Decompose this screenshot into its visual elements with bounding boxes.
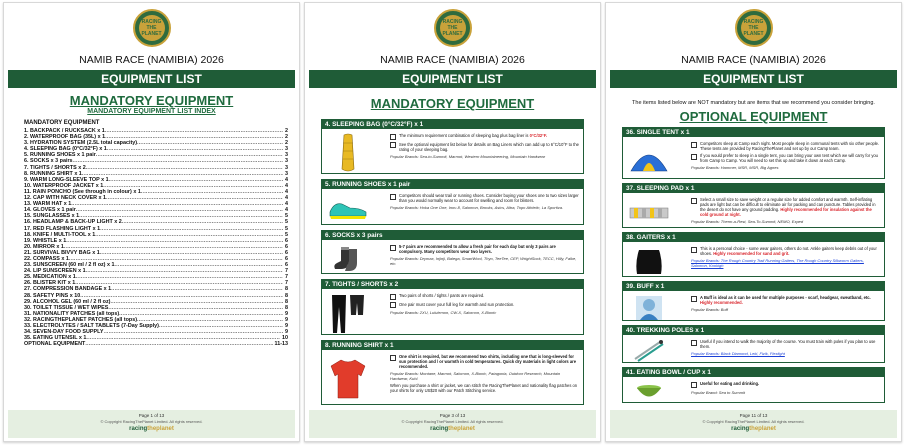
- race-title: NAMIB RACE (NAMIBIA) 2026: [681, 54, 826, 66]
- index-item-page: 5: [285, 213, 288, 220]
- page-number: Page 11 of 13: [739, 413, 768, 418]
- bullet: [691, 381, 880, 388]
- index-item-label: 24. LIP SUNSCREEN x 1: [24, 268, 86, 275]
- index-item-page: 6: [285, 243, 288, 250]
- index-item-label: 9. WARM LONG-SLEEVE TOP x 1: [24, 176, 109, 183]
- bullet-text: See the optional equipment list below for details on Bag Liners which can add up to 6°C/10°F to the rating of your sleeping bag.: [399, 141, 579, 152]
- checkbox[interactable]: [390, 294, 396, 300]
- footer-brand-b: theplanet: [749, 426, 776, 432]
- popular-brands: Popular Brands: 2XU, Lululemon, CW-X, Salomon, X-Bionic: [390, 310, 497, 315]
- index-item-label: 17. RED FLASHING LIGHT x 1: [24, 225, 101, 232]
- index-item-label: 29. ALCOHOL GEL (60 ml / 2 fl oz): [24, 298, 111, 305]
- bullet: [390, 193, 579, 203]
- footer-brand-b: theplanet: [448, 426, 475, 432]
- section-trekking-poles: [622, 325, 885, 363]
- bullet: [390, 142, 579, 152]
- optional-heading: OPTIONAL EQUIPMENT: [679, 109, 828, 124]
- footer-logo: [610, 426, 897, 432]
- bullet: [691, 339, 880, 349]
- bullet: [390, 354, 579, 369]
- bullet: [691, 197, 880, 217]
- index-item-label: 19. WHISTLE x 1: [24, 237, 67, 244]
- section-title: 39. BUFF x 1: [623, 282, 884, 291]
- index-dots: [85, 341, 272, 347]
- bullet-text: 5-7 pairs are recommended to allow a fresh pair for each day but only 3 pairs are compulsory. Many competitors wear two layers.: [399, 244, 556, 254]
- bullet: [691, 246, 880, 256]
- index-item-page: 2: [285, 134, 288, 141]
- patch-note: [390, 383, 579, 393]
- section-single-tent: [622, 127, 885, 179]
- section-running-shirt: [321, 340, 584, 405]
- sleeping-pad-icon: [627, 196, 671, 229]
- section-title: 36. SINGLE TENT x 1: [623, 128, 884, 137]
- index-item-label: 8. RUNNING SHIRT x 1: [24, 170, 82, 177]
- popular-brands: Popular Brands: Hoka One One, Inov-8, Salomon, Brooks, Asics, Altra, Topo Athletic, La Sportiva.: [390, 205, 564, 210]
- section-tights-shorts: [321, 279, 584, 335]
- copyright: © Copyright RacingThePlanet Limited. All rights reserved.: [401, 419, 504, 424]
- checkbox[interactable]: [691, 382, 697, 388]
- index-item-label: 31. NATIONALITY PATCHES (all tops): [24, 310, 120, 317]
- tights-icon: [326, 292, 370, 336]
- index-item-page: 8: [285, 286, 288, 293]
- index-item-page: 3: [285, 152, 288, 159]
- popular-brands: Popular Brand: Sea to Summit: [691, 389, 746, 395]
- popular-brands: Popular Brands: Montane, Marmot, Salomon, X-Bionic, Patagonia, Outdoor Research, Mountain Hardwear, Kuhl.: [390, 371, 561, 381]
- index-item-page: 4: [285, 176, 288, 183]
- bullet-text: One pair must cover your full leg for warmth and sun protection.: [399, 301, 515, 307]
- bullet-text: Two pairs of shorts / tights / pants are required.: [399, 293, 485, 298]
- footer-brand-a: racing: [731, 426, 750, 432]
- index-item-label: 21. SURVIVAL BIVVY BAG x 1: [24, 249, 100, 256]
- index-item-page: 6: [285, 262, 288, 269]
- eating-bowl-icon: [627, 380, 671, 404]
- index-item-label: 6. SOCKS x 3 pairs: [24, 158, 73, 165]
- footer-brand-a: racing: [430, 426, 449, 432]
- bullet-text: Useful if you intend to walk the majority of the course. You must train with poles if you plan to use them.: [700, 339, 876, 349]
- index-item-page: 6: [285, 237, 288, 244]
- index-item-label: 11. RAIN PONCHO (See through in colour) x 1: [24, 188, 141, 195]
- checkbox[interactable]: [691, 142, 697, 148]
- index-item-page: 9: [285, 310, 288, 317]
- buff-icon: [627, 294, 671, 322]
- index-item-page: 6: [285, 249, 288, 256]
- logo-text: RACING THE PLANET: [440, 15, 466, 41]
- index-item-page: 3: [285, 158, 288, 165]
- index-item-label: 4. SLEEPING BAG (0°C/32°F) x 1: [24, 146, 107, 153]
- popular-brands: Popular Brands: Sea-to-Summit, Marmot, Western Mountaineering, Mountain Hardwear: [390, 153, 546, 159]
- section-title: 38. GAITERS x 1: [623, 233, 884, 242]
- index-item-page: 4: [285, 207, 288, 214]
- mandatory-heading: MANDATORY EQUIPMENT: [69, 93, 234, 108]
- equipment-list-banner: EQUIPMENT LIST: [610, 70, 897, 88]
- index-item-page: 9: [285, 316, 288, 323]
- index-item-label: 30. TOILET TISSUE / WET WIPES: [24, 304, 109, 311]
- index-item-page: 8: [285, 304, 288, 311]
- index-heading: MANDATORY EQUIPMENT: [24, 120, 100, 126]
- bullet-highlight: Highly recommended for sand and grit.: [713, 251, 790, 256]
- index-item-label: 1. BACKPACK / RUCKSACK x 1: [24, 128, 105, 134]
- bullet-text: Competitors sleep at Camp each night. Most people sleep in communal tents with six other people. These tents are provided by RacingThePlanet and set up by our Camp team.: [700, 141, 880, 151]
- page-number: Page 1 of 13: [138, 413, 165, 418]
- index-item-page: 8: [285, 292, 288, 299]
- index-item-page: 2: [285, 140, 288, 147]
- index-item-page: 4: [285, 182, 288, 189]
- logo-text: RACING THE PLANET: [741, 15, 767, 41]
- index-item-page: 7: [285, 280, 288, 287]
- checkbox[interactable]: [691, 247, 697, 253]
- index-item-label: 18. KNIFE / MULTI-TOOL x 1: [24, 231, 96, 238]
- bullet-highlight: 0°C/32°F.: [529, 133, 548, 138]
- race-logo: [434, 9, 472, 47]
- bullet: [390, 302, 579, 309]
- equipment-list-banner: EQUIPMENT LIST: [309, 70, 596, 88]
- footer-logo: [309, 426, 596, 432]
- index-item-label: 25. MEDICATION x 1: [24, 274, 76, 281]
- index-item-page: 3: [285, 164, 288, 171]
- footer-logo: [8, 426, 295, 432]
- page-footer: [610, 410, 897, 438]
- index-item-page: 7: [285, 268, 288, 275]
- logo-text: RACING THE PLANET: [139, 15, 165, 41]
- bullet: [691, 153, 880, 163]
- index-item-label: 33. ELECTROLYTES / SALT TABLETS (7-Day Supply): [24, 323, 159, 329]
- bullet: [691, 295, 880, 305]
- page-footer: [8, 410, 295, 438]
- bullet-text: A Buff is ideal as it can be used for multiple purposes - scarf, headgear, sweatband, etc.: [700, 295, 871, 300]
- index-item-label: 15. SUNGLASSES x 1: [24, 213, 80, 220]
- index-item-label: 27. COMPRESSION BANDAGE x 1: [24, 286, 112, 293]
- index-row[interactable]: [24, 341, 288, 347]
- section-title: 6. SOCKS x 3 pairs: [322, 231, 583, 240]
- page-optional-equipment: [605, 2, 902, 442]
- section-sleeping-pad: [622, 183, 885, 228]
- checkbox[interactable]: [691, 296, 697, 302]
- index-item-page: 10: [282, 335, 288, 342]
- index-item-page: 5: [285, 225, 288, 232]
- index-item-page: 5: [285, 219, 288, 226]
- index-item-page: 9: [285, 329, 288, 336]
- sleeping-bag-icon: [326, 132, 370, 174]
- race-logo: [735, 9, 773, 47]
- section-title: 40. TREKKING POLES x 1: [623, 326, 884, 335]
- race-title: NAMIB RACE (NAMIBIA) 2026: [380, 54, 525, 66]
- bullet-text: This is a personal choice - some wear gaiters, others do not. Ankle gaiters keep debris out of your shoes.: [700, 246, 877, 256]
- section-running-shoes: [321, 179, 584, 225]
- index-item-label: 16. HEADLAMP & BACK-UP LIGHT x 2: [24, 219, 122, 226]
- bullet: [390, 293, 579, 300]
- index-item-label: 26. BLISTER KIT x 1: [24, 280, 76, 287]
- section-socks: [321, 230, 584, 274]
- socks-icon: [326, 243, 370, 275]
- index-item-label: OPTIONAL EQUIPMENT: [24, 341, 86, 348]
- index-item-label: 22. COMPASS x 1: [24, 255, 69, 262]
- page-number: Page 3 of 13: [439, 413, 466, 418]
- checkbox[interactable]: [390, 194, 396, 200]
- popular-brands[interactable]: Popular Brands: Black Diamond, Leki, Fizik, Flexlight: [691, 351, 785, 356]
- checkbox[interactable]: [691, 340, 697, 346]
- bullet-highlight: Highly recommended.: [700, 300, 743, 305]
- index-item-page: 4: [285, 195, 288, 202]
- index-item-label: 2. WATERPROOF BAG (35L) x 1: [24, 134, 106, 141]
- section-title: 41. EATING BOWL / CUP x 1: [623, 368, 884, 377]
- page-footer: [309, 410, 596, 438]
- index-subheading: MANDATORY EQUIPMENT LIST INDEX: [87, 108, 216, 115]
- section-buff: [622, 281, 885, 321]
- bullet: [390, 133, 579, 140]
- index-item-page: 2: [285, 128, 288, 134]
- index-item-label: 10. WATERPROOF JACKET x 1: [24, 182, 104, 189]
- index-item-page: 6: [285, 255, 288, 262]
- checkbox[interactable]: [691, 198, 697, 204]
- trekking-poles-icon: [627, 338, 671, 364]
- checkbox[interactable]: [390, 355, 396, 361]
- popular-brands: Popular Brands: Buff: [691, 307, 728, 312]
- section-title: 4. SLEEPING BAG (0°C/32°F) x 1: [322, 120, 583, 129]
- footer-brand-a: racing: [129, 426, 148, 432]
- checkbox[interactable]: [390, 302, 396, 308]
- index-item-label: 5. RUNNING SHOES x 1 pair: [24, 152, 96, 159]
- section-title: 8. RUNNING SHIRT x 1: [322, 341, 583, 350]
- bullet-text: Useful for eating and drinking.: [700, 381, 760, 386]
- checkbox[interactable]: [691, 154, 697, 160]
- index-item-label: 28. SAFETY PINS x 10: [24, 292, 81, 299]
- gaiters-icon: [627, 245, 671, 278]
- index-item-label: 32. RACINGTHEPLANET PATCHES (all tops): [24, 316, 138, 323]
- index-item-page: 9: [285, 323, 288, 329]
- running-shirt-icon: [326, 353, 370, 405]
- tent-icon: [627, 140, 671, 178]
- bullet-text: If you would prefer to sleep in a single tent, you can bring your own tent which we will carry for you from Camp to Camp. You will need to set this up and take it down at each Camp.: [700, 153, 878, 163]
- index-item-page: 8: [285, 298, 288, 305]
- equipment-index-list: [24, 128, 288, 347]
- copyright: © Copyright RacingThePlanet Limited. All rights reserved.: [702, 419, 805, 424]
- popular-brands: Popular Brands: Hammer, MSR, MSR, Big Agnes: [691, 165, 779, 170]
- section-title: 37. SLEEPING PAD x 1: [623, 184, 884, 193]
- index-item-page: 4: [285, 201, 288, 208]
- running-shoe-icon: [326, 192, 370, 226]
- index-item-page: 3: [285, 146, 288, 153]
- bullet-text: Competitors should wear trail or running shoes. Consider buying your shoes one to two sizes larger than you would normally wear to account for swelling and room for blisters.: [399, 193, 579, 203]
- checkbox[interactable]: [390, 134, 396, 140]
- index-item-page: 11-13: [274, 341, 288, 348]
- index-item-label: 12. CAP WITH NECK COVER x 1: [24, 195, 106, 202]
- equipment-list-banner: EQUIPMENT LIST: [8, 70, 295, 88]
- index-item-label: 20. MIRROR x 1: [24, 243, 64, 250]
- index-item-page: 7: [285, 274, 288, 281]
- bullet-text: One shirt is required, but we recommend two shirts, including one that is long-sleeved for sun protection and / or warmth in cold temperatures. Quick dry materials in light colors are recommended.: [399, 354, 576, 369]
- race-logo: [133, 9, 171, 47]
- optional-intro: The items listed below are NOT mandatory but are items that we recommend you consider bringing.: [632, 100, 875, 106]
- index-item-label: 14. GLOVES x 1 pair: [24, 207, 76, 214]
- popular-brands[interactable]: Popular Brands: The Rough Country Trail Running Gaiters, The Rough Country Silkworm Gaiters, Salomon, Kookigh: [691, 258, 864, 268]
- bullet: [691, 141, 880, 151]
- bullet: [390, 244, 579, 254]
- index-item-label: 3. HYDRATION SYSTEM (2.5L total capacity): [24, 140, 138, 147]
- checkbox[interactable]: [390, 245, 396, 251]
- section-sleeping-bag: [321, 119, 584, 174]
- index-item-page: 3: [285, 170, 288, 177]
- index-item-label: 7. TIGHTS / SHORTS x 2: [24, 164, 86, 171]
- index-item-label: 13. WARM HAT x 1: [24, 201, 72, 208]
- page-mandatory-details: [304, 2, 601, 442]
- index-item-label: 34. SEVEN-DAY FOOD SUPPLY: [24, 329, 104, 336]
- popular-brands: Popular Brands: Therm-a-Rest, Sea-To-Summit, NEMO, Exped: [691, 219, 804, 224]
- mandatory-heading: MANDATORY EQUIPMENT: [370, 96, 535, 111]
- page-mandatory-index: [3, 2, 300, 442]
- popular-brands: Popular Brands: Drymax, Injinji, Balega, SmartWool, Thyo, TeeTee, CEP, WrightSock, TECC, Hilly, Falke, etc.: [390, 256, 577, 266]
- index-item-page: 5: [285, 231, 288, 238]
- race-title: NAMIB RACE (NAMIBIA) 2026: [79, 54, 224, 66]
- index-item-label: 23. SUNSCREEN (60 ml / 2 fl oz) x 1: [24, 262, 115, 269]
- checkbox[interactable]: [390, 142, 396, 148]
- index-item-page: 4: [285, 188, 288, 195]
- section-gaiters: [622, 232, 885, 277]
- copyright: © Copyright RacingThePlanet Limited. All rights reserved.: [100, 419, 203, 424]
- bullet-text: Select a small size to save weight or a regular size for added comfort and warmth. Self-inflating pads are light but can be difficult to eliminate air for packing and can puncture. Tables provided in the desert do not have any ground padding.: [700, 197, 876, 212]
- section-title: 5. RUNNING SHOES x 1 pair: [322, 180, 583, 189]
- index-item-label: 35. EATING UTENSIL x 1: [24, 335, 87, 342]
- section-eating-bowl: [622, 367, 885, 403]
- bullet-highlight: Highly recommended for insulation against the cold ground at night.: [700, 207, 872, 217]
- note-text: When you purchase a shirt or jacket, we can stitch the RacingThePlanet and nationality flag patches on your shirts for only US$20 with our Patch Stitching service.: [390, 383, 578, 393]
- bullet-text: The minimum requirement combination of sleeping bag plus bag liner is: [399, 133, 530, 138]
- footer-brand-b: theplanet: [147, 426, 174, 432]
- section-title: 7. TIGHTS / SHORTS x 2: [322, 280, 583, 289]
